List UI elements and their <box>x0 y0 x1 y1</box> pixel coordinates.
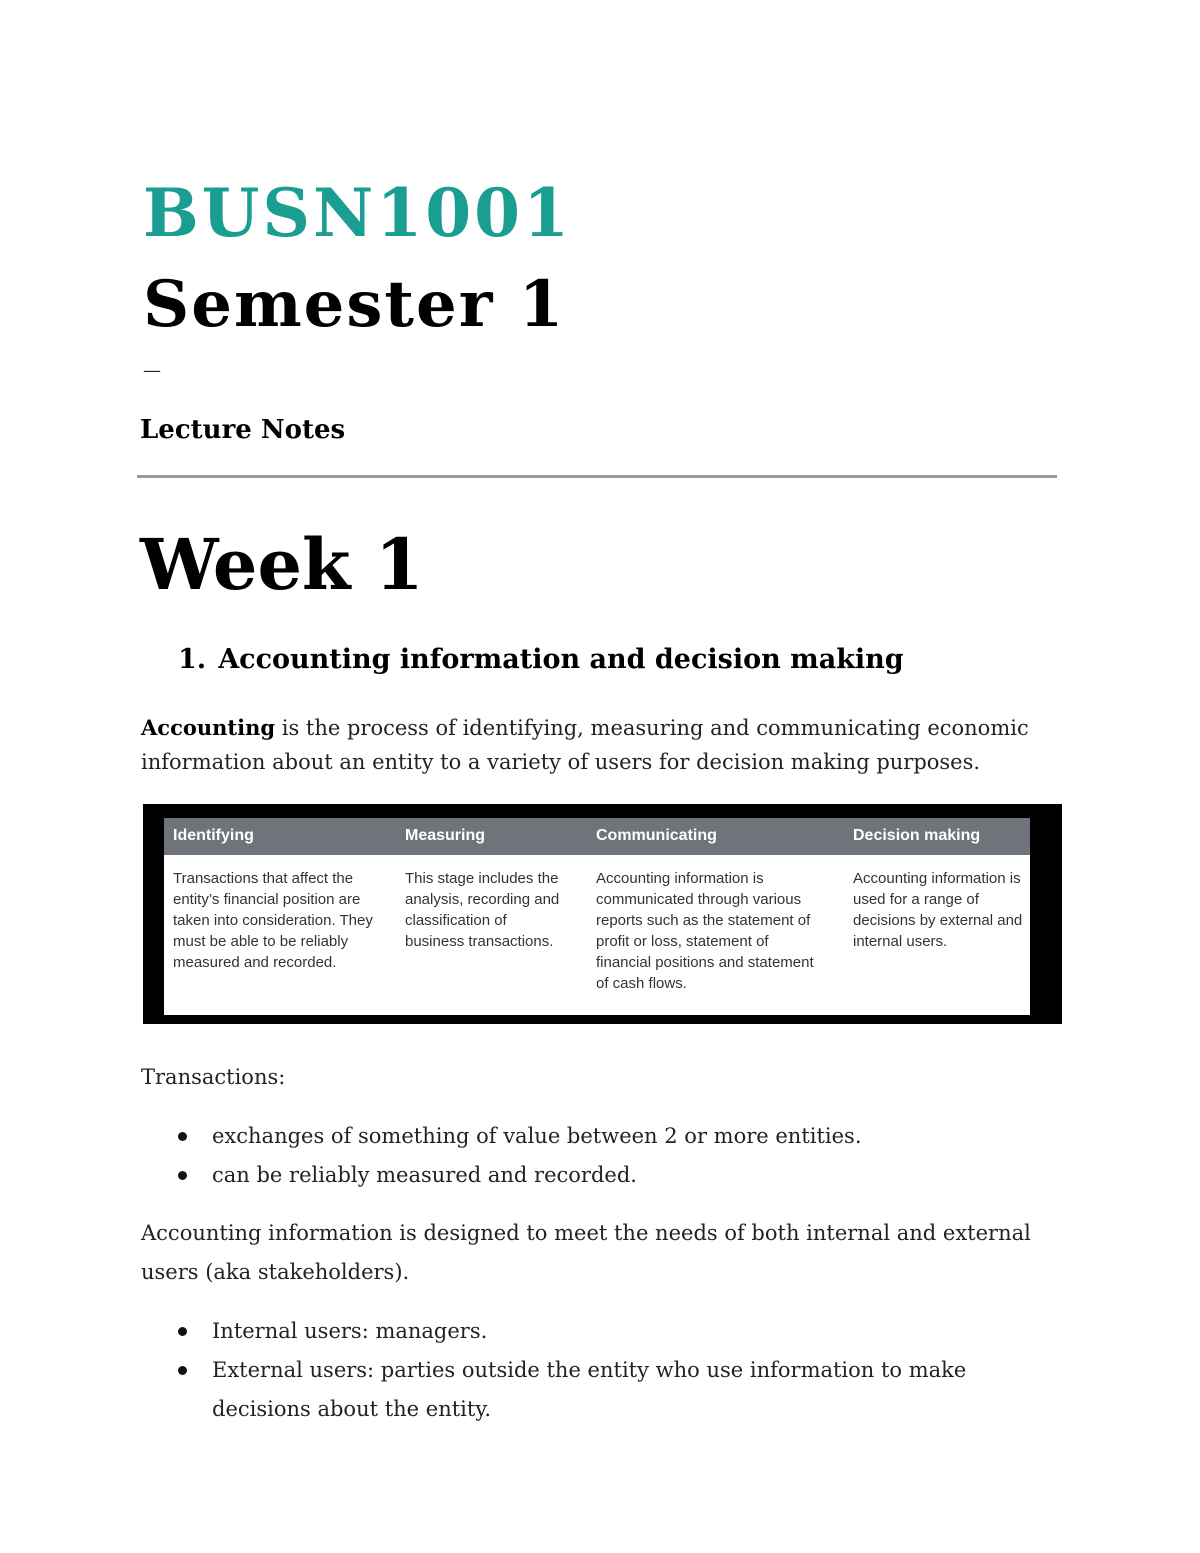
definition-text: is the process of identifying, measuring and communicating economic information about an entity to a variety of users for decision making purposes. <box>141 716 1029 774</box>
bullet-icon <box>178 1327 187 1336</box>
transactions-list <box>0 1117 1062 1195</box>
title-dash: — <box>143 360 161 381</box>
figure-cell-decision-making: Accounting information is used for a range of decisions by external and internal users. <box>853 870 1023 950</box>
list-item <box>0 1351 1062 1429</box>
figure-table <box>164 818 1030 1015</box>
accounting-definition <box>141 711 1071 779</box>
week-heading: Week 1 <box>140 523 424 606</box>
list-item <box>0 1156 1062 1195</box>
accounting-process-figure <box>143 804 1062 1024</box>
list-item <box>0 1117 1062 1156</box>
transactions-label: Transactions: <box>141 1065 286 1089</box>
section-heading <box>178 646 904 673</box>
list-item-text: exchanges of something of value between 2 or more entities. <box>212 1124 862 1148</box>
users-intro: Accounting information is designed to meet the needs of both internal and external users (aka stakeholders). <box>141 1221 1031 1284</box>
figure-heading-measuring: Measuring <box>405 827 486 844</box>
list-item-text: Internal users: managers. <box>212 1319 488 1343</box>
users-list <box>0 1312 1062 1429</box>
section-title: Accounting information and decision making <box>218 644 904 675</box>
course-code: BUSN1001 <box>143 174 573 252</box>
section-number: 1. <box>178 644 207 675</box>
figure-cell-measuring: This stage includes the analysis, recording and classification of business transactions. <box>405 870 560 950</box>
list-item-text: External users: parties outside the entity who use information to make decisions about the entity. <box>212 1358 967 1421</box>
figure-cell-identifying: Transactions that affect the entity’s financial position are taken into consideration. They must be able to be reliably measured and recorded. <box>173 870 373 971</box>
figure-heading-decision-making: Decision making <box>853 827 981 844</box>
bullet-icon <box>178 1366 187 1375</box>
bullet-icon <box>178 1132 187 1141</box>
figure-heading-communicating: Communicating <box>596 827 717 844</box>
document-subtitle: Lecture Notes <box>140 415 346 445</box>
semester-title: Semester 1 <box>143 267 566 342</box>
list-item-text: can be reliably measured and recorded. <box>212 1163 637 1187</box>
list-item <box>0 1312 1062 1351</box>
figure-cell-communicating: Accounting information is communicated through various reports such as the statement of profit or loss, statement of financial positions and statement of cash flows. <box>596 870 814 992</box>
figure-heading-identifying: Identifying <box>173 827 254 844</box>
horizontal-divider <box>137 475 1057 478</box>
definition-term: Accounting <box>141 715 276 740</box>
bullet-icon <box>178 1171 187 1180</box>
